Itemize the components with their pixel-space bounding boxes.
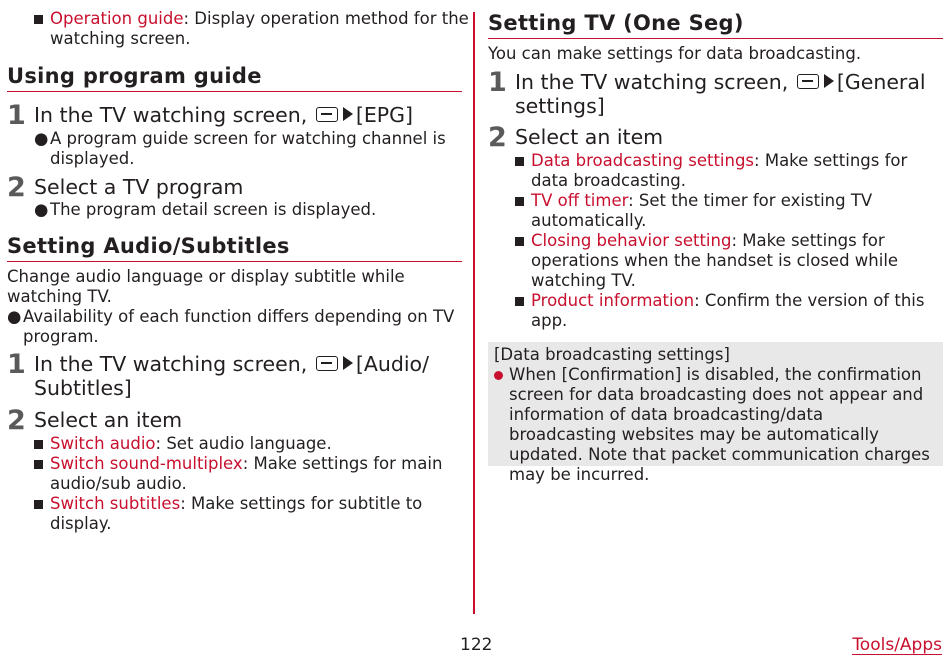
right-triangle-icon (824, 74, 834, 88)
square-bullet-icon (34, 500, 43, 509)
list-item (34, 454, 454, 494)
square-bullet-icon (515, 157, 524, 166)
red-bullet-icon (494, 371, 503, 380)
audio-availability-note (7, 307, 463, 347)
square-bullet-icon (34, 440, 43, 449)
note-text: A program guide screen for watching channel is displayed. (50, 129, 446, 168)
page-number: 122 (460, 635, 493, 655)
item-label: Operation guide (50, 9, 184, 28)
audio-items-list (34, 434, 454, 534)
step-number: 1 (488, 67, 507, 98)
step-2-program (7, 172, 489, 203)
item-text: : Make settings for operations when the handset is closed while watching TV. (531, 231, 899, 290)
right-triangle-icon (343, 107, 353, 121)
item-text: : Make settings for main audio/sub audio. (50, 454, 443, 493)
column-divider (473, 12, 475, 614)
menu-key-icon (316, 356, 338, 371)
section-heading-audio-subtitles: Setting Audio/Subtitles (7, 233, 462, 262)
note-text: The program detail screen is displayed. (50, 200, 377, 219)
round-bullet-icon: ● (34, 129, 49, 148)
note-box-text: When [Confirmation] is disabled, the confirmation screen for data broadcasting does not appear and information of data broadcasting/data broadcasting websites may be automatically updated. Note that packet communication charges may be incurred. (509, 365, 930, 484)
menu-key-icon (797, 74, 819, 89)
section-link-tools-apps[interactable]: Tools/Apps (852, 635, 942, 655)
one-seg-items-list (515, 151, 945, 331)
right-triangle-icon (343, 356, 353, 370)
square-bullet-icon (515, 197, 524, 206)
step-1-epg (7, 100, 489, 131)
step-text: In the TV watching screen, (34, 352, 308, 376)
step-target-cont: settings] (515, 94, 605, 118)
item-label: Product information (531, 291, 695, 310)
list-item (34, 494, 454, 534)
item-text: : Display operation method for the watching screen. (50, 9, 469, 48)
item-label: Switch subtitles (50, 494, 181, 513)
step-number: 2 (7, 172, 26, 203)
round-bullet-icon: ● (7, 307, 22, 326)
item-label: Closing behavior setting (531, 231, 732, 250)
list-item (515, 231, 945, 291)
list-item (515, 151, 945, 191)
item-text: : Set the timer for existing TV automatically. (531, 191, 873, 230)
step-number: 2 (488, 122, 507, 153)
step-target-cont: Subtitles] (34, 376, 132, 400)
list-item (34, 434, 454, 454)
audio-intro: Change audio language or display subtitle while watching TV. (7, 267, 405, 306)
round-bullet-icon: ● (34, 200, 49, 219)
step-2-audio (7, 405, 489, 436)
section-heading-program-guide: Using program guide (7, 63, 462, 92)
square-bullet-icon (515, 237, 524, 246)
note-box-title: [Data broadcasting settings] (494, 345, 730, 364)
note-box-body (488, 365, 933, 485)
item-label: Switch sound-multiplex (50, 454, 243, 473)
square-bullet-icon (515, 297, 524, 306)
square-bullet-icon (34, 460, 43, 469)
step-2-select-item (488, 122, 950, 153)
item-text: : Set audio language. (155, 434, 332, 453)
step-number: 1 (7, 100, 26, 131)
section-heading-one-seg: Setting TV (One Seg) (488, 10, 943, 39)
list-item (515, 291, 945, 331)
step-number: 2 (7, 405, 26, 436)
step-text: In the TV watching screen, (34, 103, 308, 127)
operation-guide-item (34, 9, 480, 49)
step-target: [EPG] (355, 103, 414, 127)
note-text: Availability of each function differs depending on TV program. (23, 307, 455, 346)
item-text: : Confirm the version of this app. (531, 291, 925, 330)
item-text: : Make settings for data broadcasting. (531, 151, 908, 190)
item-label: TV off timer (531, 191, 629, 210)
step-1-audio (7, 349, 489, 400)
data-broadcasting-note-box (488, 342, 943, 484)
menu-key-icon (316, 107, 338, 122)
step-text: In the TV watching screen, (515, 70, 789, 94)
list-item (515, 191, 945, 231)
square-bullet-icon (34, 15, 43, 24)
step-target: [Audio/ (355, 352, 429, 376)
step-1-note (34, 129, 470, 169)
item-text: : Make settings for subtitle to display. (50, 494, 423, 533)
step-2-note (34, 200, 470, 220)
item-label: Data broadcasting settings (531, 151, 755, 170)
one-seg-intro: You can make settings for data broadcasting. (488, 44, 862, 63)
step-target: [General (836, 70, 926, 94)
step-number: 1 (7, 349, 26, 380)
step-text: Select a TV program (34, 175, 244, 199)
step-text: Select an item (34, 408, 183, 432)
step-text: Select an item (515, 125, 664, 149)
step-1-general-settings (488, 67, 950, 118)
item-label: Switch audio (50, 434, 156, 453)
